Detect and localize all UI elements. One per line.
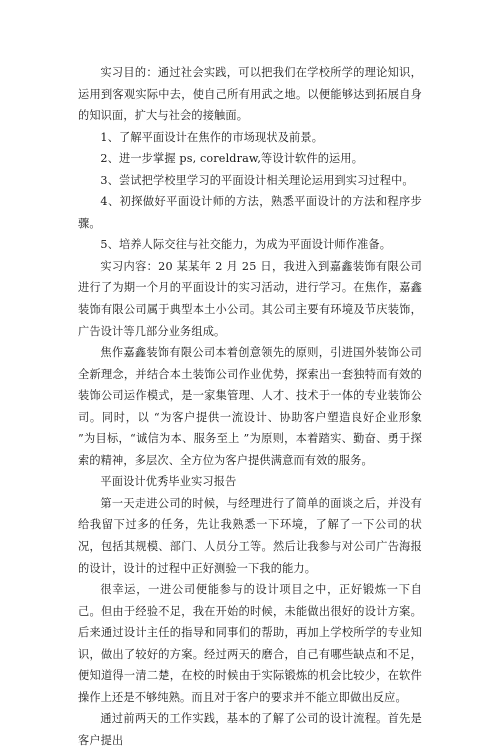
paragraph-content: 实习内容：20 某某年 2 月 25 日，我进入到嘉鑫装饰有限公司进行了为期一个月的平面设计的实习活动，进行学习。在焦作，嘉鑫装饰有限公司属于典型本土小公司。其公司主要有环境及节庆装饰，广告设计等几部分业务组成。 [78, 259, 422, 338]
report-body [78, 62, 422, 752]
paragraph-purpose: 实习目的：通过社会实践，可以把我们在学校所学的理论知识，运用到客观实际中去，使自己所有用武之地。以便能够达到拓展自身的知识面，扩大与社会的接触面。 [78, 66, 422, 123]
list-item-goal-4: 4、初探做好平面设计师的方法，熟悉平面设计的方法和程序步骤。 [78, 195, 422, 230]
list-item-goal-1: 1、了解平面设计在焦作的市场现状及前景。 [100, 130, 324, 144]
paragraph-first-day: 第一天走进公司的时候，与经理进行了简单的面谈之后，并没有给我留下过多的任务，先让我熟悉一下环境，了解了一下公司的状况，包括其规模、部门、人员分工等。然后让我参与对公司广告海报的设计，设计的过程中正好测验一下我的能力。 [78, 496, 422, 575]
list-item-goal-2: 2、进一步掌握 ps, coreldraw,等设计软件的运用。 [100, 152, 364, 166]
list-item-goal-3: 3、尝试把学校里学习的平面设计相关理论运用到实习过程中。 [100, 173, 414, 187]
paragraph-company: 焦作嘉鑫装饰有限公司本着创意领先的原则，引进国外装饰公司全新理念，并结合本土装饰公司作业优势，探索出一套独特而有效的装饰公司运作模式，是一家集管理、人才、技术于一体的专业装饰公司。同时，以 “为客户提供一流设计、协助客户塑造良好企业形象 ”为目标，“诚信为本、服务至上 ”为原则，本着踏实、勤奋、勇于探索的精神，多层次、全方位为客户提供满意而有效的服务。 [78, 346, 422, 467]
section-heading: 平面设计优秀毕业实习报告 [100, 475, 237, 489]
paragraph-workflow: 通过前两天的工作实践，基本的了解了公司的设计流程。首先是客户提出 [78, 712, 422, 747]
paragraph-project: 很幸运，一进公司便能参与的设计项目之中，正好锻炼一下自己。但由于经验不足，我在开始的时候，未能做出很好的设计方案。后来通过设计主任的指导和同事们的帮助，再加上学校所学的专业知识，做出了较好的方案。经过两天的磨合，自己有哪些缺点和不足，便知道得一清二楚，在校的时候由于实际锻炼的机会比较少，在软件操作上还是不够纯熟。而且对于客户的要求并不能立即做出反应。 [78, 583, 422, 704]
list-item-goal-5: 5、培养人际交往与社交能力，为成为平面设计师作准备。 [100, 238, 392, 252]
